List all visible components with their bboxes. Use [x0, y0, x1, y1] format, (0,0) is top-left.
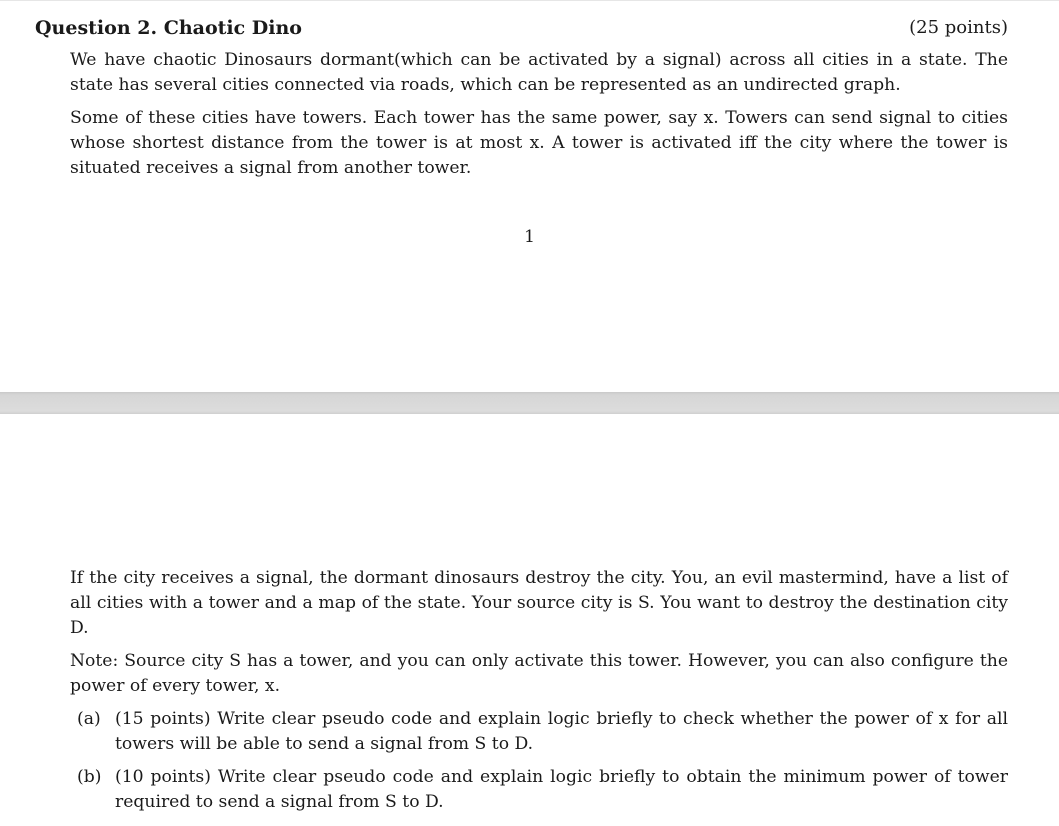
page-number: 1: [524, 227, 535, 247]
subquestion-b-label: (b): [77, 767, 102, 787]
subquestion-b: [70, 765, 1008, 815]
question-title: Question 2. Chaotic Dino: [35, 17, 302, 39]
subquestion-a: [70, 707, 1008, 757]
page-separator: [0, 392, 1059, 414]
subquestion-b-text: (10 points) Write clear pseudo code and explain logic briefly to obtain the minimum power of tower required to send a signal from S to D.: [115, 767, 1008, 812]
question-points: (25 points): [909, 17, 1008, 38]
question-header: [35, 15, 1008, 41]
intro-paragraph: We have chaotic Dinosaurs dormant(which can be activated by a signal) across all cities in a state. The state has several cities connected via roads, which can be represented as an undirected graph.: [70, 50, 1008, 95]
subquestion-a-text: (15 points) Write clear pseudo code and explain logic briefly to check whether the power of x for all towers will be able to send a signal from S to D.: [115, 709, 1008, 754]
note-paragraph: Note: Source city S has a tower, and you can only activate this tower. However, you can also configure the power of every tower, x.: [70, 651, 1008, 696]
goal-paragraph: If the city receives a signal, the dormant dinosaurs destroy the city. You, an evil mastermind, have a list of all cities with a tower and a map of the state. Your source city is S. You want to destroy the destination city D.: [70, 568, 1008, 638]
page-1: [0, 0, 1059, 393]
towers-paragraph: Some of these cities have towers. Each tower has the same power, say x. Towers can send signal to cities whose shortest distance from the tower is at most x. A tower is activated iff the city where the tower is situated receives a signal from another tower.: [70, 108, 1008, 178]
subquestion-a-label: (a): [77, 709, 101, 729]
